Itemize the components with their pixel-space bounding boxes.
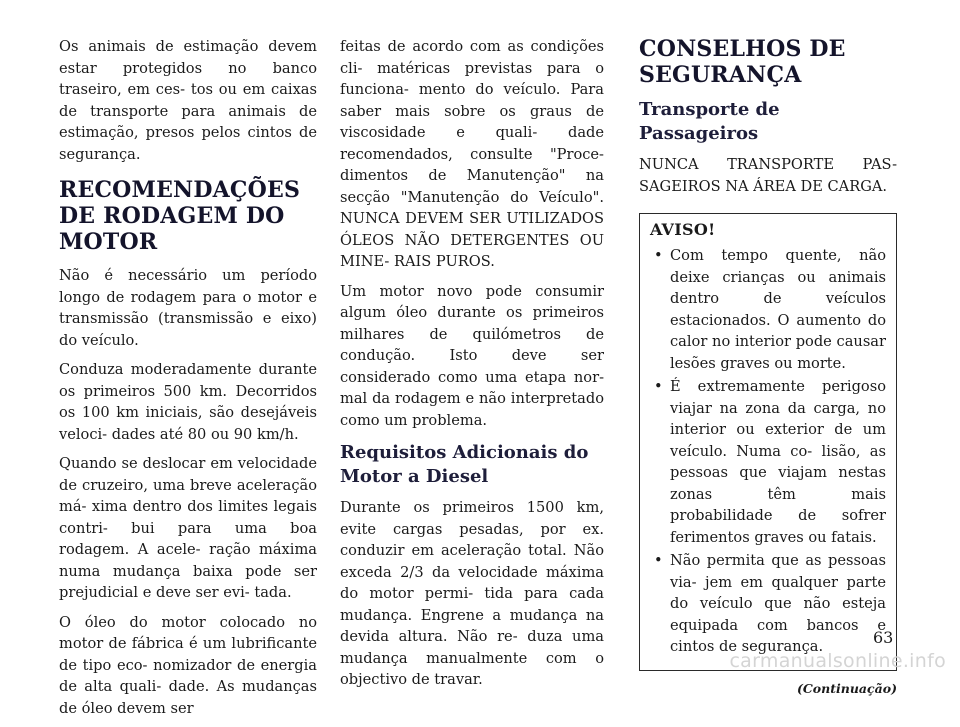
heading-passenger-transport: Transporte de Passageiros (639, 99, 780, 144)
page-number: 63 (873, 628, 894, 647)
column-middle (340, 36, 604, 699)
warning-item (650, 550, 886, 658)
heading-diesel-requirements: Requisitos Adicionais do Motor a Diesel (340, 442, 589, 487)
paragraph-diesel-break-in: Durante os primeiros 1500 km, evite cargas pesadas, por ex. conduzir em aceleração total. Não exceda 2/3 da velocidade máxima do motor permi- tida para cada mudança. Engrene a mudança na devida altura. Não re- duza uma mudança manualmente com o objectivo de travar. (340, 499, 604, 688)
paragraph-cargo-area-warning: NUNCA TRANSPORTE PAS- SAGEIROS NA ÁREA DE CARGA. (639, 156, 897, 195)
heading-engine-break-in: RECOMENDAÇÕES DE RODAGEM DO MOTOR (59, 177, 301, 255)
column-right (639, 36, 897, 696)
paragraph-break-in-period: Não é necessário um período longo de rodagem para o motor e transmissão (transmissão e eixo) do veículo. (59, 267, 317, 349)
continuation-note: (Continuação) (796, 680, 897, 696)
watermark: carmanualsonline.info (729, 650, 946, 672)
warning-item-text: É extremamente perigoso viajar na zona da carga, no interior ou exterior de um veículo. Numa co- lisão, as pessoas que viajam nestas zonas têm mais probabilidade de sofrer ferimentos graves ou fatais. (670, 378, 886, 546)
heading-safety-tips: CONSELHOS DE SEGURANÇA (639, 36, 846, 88)
warning-list (650, 245, 886, 658)
warning-item (650, 245, 886, 374)
paragraph-pets: Os animais de estimação devem estar protegidos no banco traseiro, em ces- tos ou em caixas de transporte para animais de estimação, presos pelos cintos de segurança. (59, 38, 317, 163)
warning-box (639, 213, 897, 671)
paragraph-moderate-driving: Conduza moderadamente durante os primeiros 500 km. Decorridos os 100 km iniciais, são desejáveis veloci- dades até 80 ou 90 km/h. (59, 361, 317, 443)
paragraph-cruising-speed: Quando se deslocar em velocidade de cruzeiro, uma breve aceleração má- xima dentro dos limites legais contri- bui para uma boa rodagem. A acele- ração máxima numa mudança baixa pode ser prejudicial e deve ser evi- tada. (59, 455, 317, 601)
paragraph-oil-changes: feitas de acordo com as condições cli- matéricas previstas para o funciona- mento do veículo. Para saber mais sobre os graus de viscosidade e quali- dade recomendados, consulte "Proce- dimentos de Manutenção" na secção "Manutenção do Veículo". NUNCA DEVEM SER UTILIZADOS ÓLEOS NÃO DETERGENTES OU MINE- RAIS PUROS. (340, 38, 604, 270)
bullet-icon: • (654, 247, 663, 264)
bullet-icon: • (654, 378, 663, 395)
paragraph-factory-oil: O óleo do motor colocado no motor de fábrica é um lubrificante de tipo eco- nomizador de energia de alta quali- dade. As mudanças de óleo devem ser (59, 613, 317, 717)
warning-title: AVISO! (650, 220, 716, 239)
bullet-icon: • (654, 552, 663, 569)
warning-item-text: Não permita que as pessoas via- jem em qualquer parte do veículo que não esteja equipada com bancos e cintos de segurança. (670, 552, 886, 655)
warning-item (650, 376, 886, 548)
column-left (59, 36, 317, 727)
paragraph-oil-consumption: Um motor novo pode consumir algum óleo durante os primeiros milhares de quilómetros de condução. Isto deve ser considerado como uma etapa nor- mal da rodagem e não interpretado como um problema. (340, 282, 604, 429)
warning-item-text: Com tempo quente, não deixe crianças ou animais dentro de veículos estacionados. O aumento do calor no interior pode causar lesões graves ou morte. (670, 247, 886, 372)
